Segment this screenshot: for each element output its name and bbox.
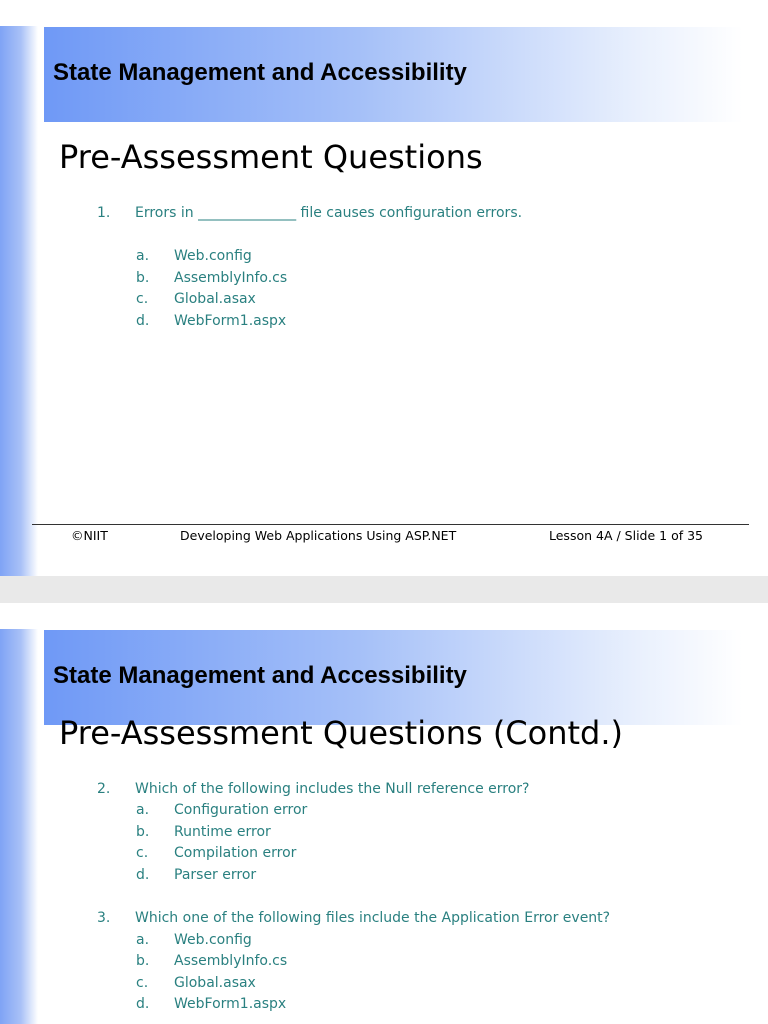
option-letter: b.: [136, 824, 150, 840]
question-number: 3.: [97, 910, 111, 926]
option-text: Web.config: [174, 248, 252, 264]
option-text: Configuration error: [174, 802, 308, 818]
option-letter: d.: [136, 996, 150, 1012]
slide-heading: Pre-Assessment Questions: [59, 138, 483, 176]
slide-left-gradient-bar: [0, 629, 38, 1024]
option-letter: a.: [136, 932, 150, 948]
option-text: Runtime error: [174, 824, 271, 840]
option-text: Global.asax: [174, 975, 256, 991]
option-text: AssemblyInfo.cs: [174, 270, 288, 286]
slide-2: [0, 603, 768, 1024]
option-text: Web.config: [174, 932, 252, 948]
option-text: AssemblyInfo.cs: [174, 953, 288, 969]
slide-left-gradient-bar: [0, 26, 38, 576]
slide-header-title: State Management and Accessibility: [53, 59, 467, 86]
question-text: Which of the following includes the Null reference error?: [135, 781, 530, 797]
option-letter: a.: [136, 802, 150, 818]
footer-slide-number: Lesson 4A / Slide 1 of 35: [549, 528, 703, 543]
slide-header-title: State Management and Accessibility: [53, 662, 467, 689]
question-text: Errors in ______________ file causes configuration errors.: [135, 205, 523, 221]
footer-copyright: ©NIIT: [71, 528, 108, 543]
option-letter: d.: [136, 867, 150, 883]
option-text: Compilation error: [174, 845, 297, 861]
footer-divider: [32, 524, 749, 525]
option-letter: c.: [136, 845, 149, 861]
question-number: 1.: [97, 205, 111, 221]
footer-course-title: Developing Web Applications Using ASP.NET: [180, 528, 457, 543]
option-letter: c.: [136, 975, 149, 991]
option-text: Global.asax: [174, 291, 256, 307]
option-text: WebForm1.aspx: [174, 313, 287, 329]
slide-header-band: [44, 27, 743, 122]
option-letter: b.: [136, 953, 150, 969]
option-text: Parser error: [174, 867, 257, 883]
option-text: WebForm1.aspx: [174, 996, 287, 1012]
option-letter: a.: [136, 248, 150, 264]
option-letter: d.: [136, 313, 150, 329]
question-number: 2.: [97, 781, 111, 797]
slide-header-band: [44, 630, 743, 725]
question-text: Which one of the following files include the Application Error event?: [135, 910, 611, 926]
option-letter: c.: [136, 291, 149, 307]
slide-heading: Pre-Assessment Questions (Contd.): [59, 714, 624, 752]
option-letter: b.: [136, 270, 150, 286]
